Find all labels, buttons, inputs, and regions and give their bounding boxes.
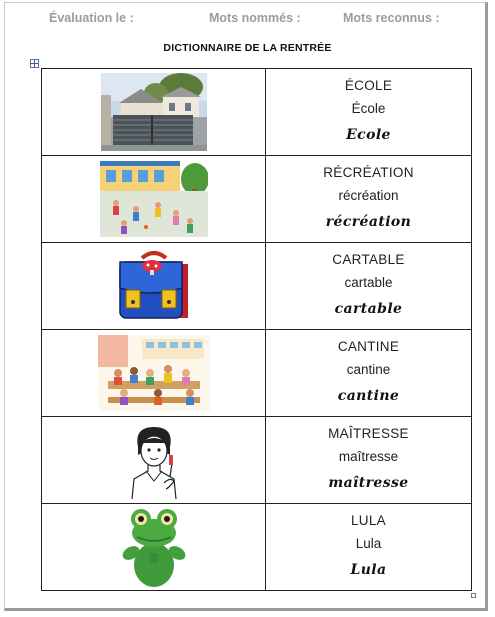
word-lowercase: École <box>351 101 386 116</box>
word-uppercase: ÉCOLE <box>344 78 393 93</box>
word-cell <box>266 243 472 330</box>
table-row <box>42 243 472 330</box>
word-cursive: récréation <box>325 214 412 230</box>
table-resize-handle-icon[interactable] <box>471 593 476 598</box>
document-title: DICTIONNAIRE DE LA RENTRÉE <box>163 42 332 54</box>
image-cell <box>42 243 266 330</box>
word-cursive: Lula <box>350 562 387 578</box>
teacher-image <box>124 421 184 499</box>
image-cell <box>42 330 266 417</box>
word-uppercase: MAÎTRESSE <box>328 426 409 441</box>
image-cell <box>42 504 266 591</box>
word-lowercase: maîtresse <box>338 449 399 464</box>
dictionary-table <box>41 68 472 591</box>
evaluation-date-label: Évaluation le : <box>49 11 134 25</box>
table-row <box>42 330 472 417</box>
word-lowercase: cartable <box>344 275 393 290</box>
word-uppercase: RÉCRÉATION <box>323 165 414 180</box>
image-cell <box>42 156 266 243</box>
table-row <box>42 504 472 591</box>
word-cell <box>266 504 472 591</box>
word-cursive: cantine <box>337 388 400 404</box>
schoolbag-image <box>112 248 196 324</box>
playground-image <box>100 161 208 237</box>
word-cell <box>266 330 472 417</box>
table-row <box>42 69 472 156</box>
table-row <box>42 417 472 504</box>
named-words-label: Mots nommés : <box>209 11 301 25</box>
word-cursive: cartable <box>334 301 403 317</box>
word-uppercase: CARTABLE <box>332 252 405 267</box>
table-move-handle-icon[interactable] <box>30 59 39 68</box>
table-row <box>42 156 472 243</box>
image-cell <box>42 69 266 156</box>
school-building-image <box>101 73 207 151</box>
word-cell <box>266 417 472 504</box>
word-uppercase: CANTINE <box>337 339 400 354</box>
word-cell <box>266 156 472 243</box>
image-cell <box>42 417 266 504</box>
word-cell <box>266 69 472 156</box>
canteen-image <box>98 335 210 411</box>
frog-puppet-image <box>119 507 189 587</box>
word-lowercase: cantine <box>346 362 391 377</box>
recognized-words-label: Mots reconnus : <box>343 11 440 25</box>
word-lowercase: récréation <box>338 188 399 203</box>
word-cursive: Ecole <box>346 127 391 143</box>
word-cursive: maîtresse <box>328 475 409 491</box>
word-lowercase: Lula <box>355 536 382 551</box>
word-uppercase: LULA <box>351 513 386 528</box>
